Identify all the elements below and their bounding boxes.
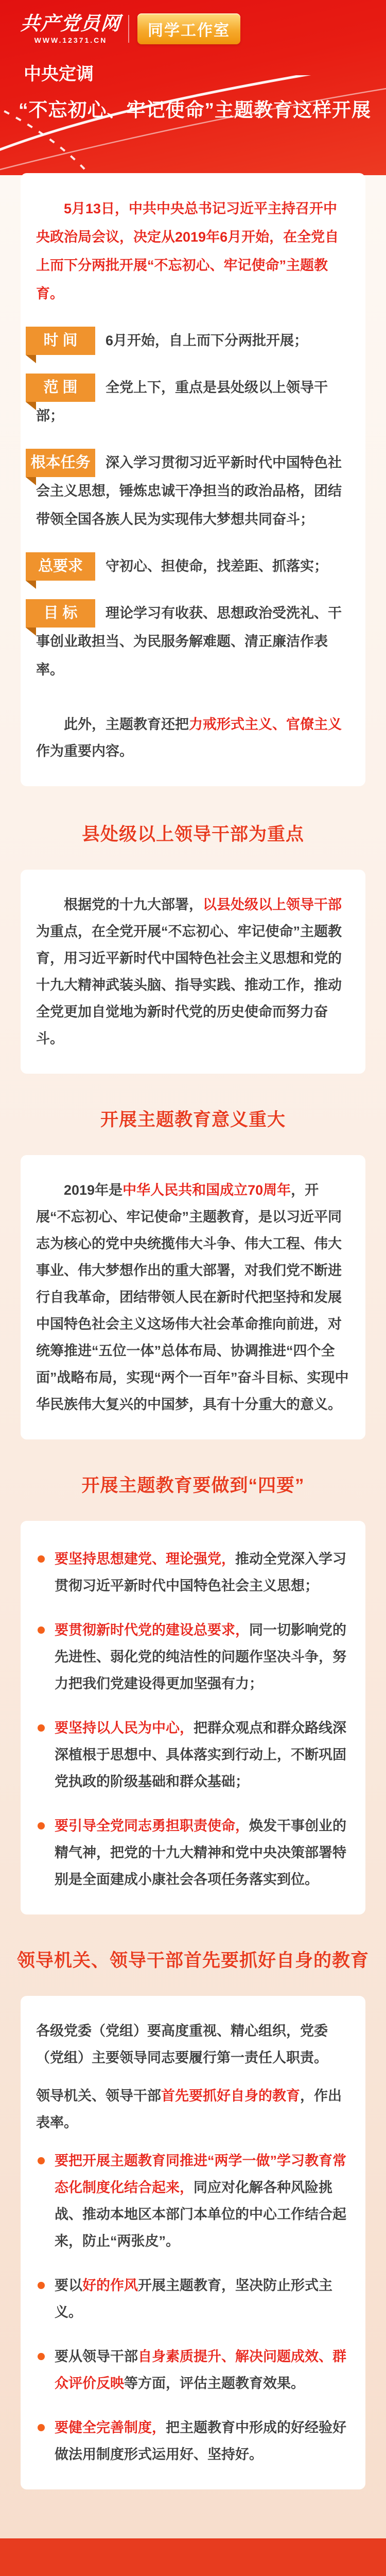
section-paragraph: 2019年是中华人民共和国成立70周年，开展“不忘初心、牢记使命”主题教育，是以习近平同志为核心的党中央统揽伟大斗争、伟大工程、伟大事业、伟大梦想作出的重大部署，对我们党不断进行自我革命，团结带领人民在新时代把坚持和发展中国特色社会主义这场伟大社会革命推向前进，对统筹推进“五位一体”总体布局、协调推进“四个全面”战略布局，实现“两个一百年”奋斗目标、实现中华民族伟大复兴的中国梦，具有十分重大的意义。: [36, 1182, 349, 1412]
bullet-item: 要健全完善制度，把主题教育中形成的好经验好做法用制度形式运用好、坚持好。: [36, 2414, 350, 2468]
section-card-four-musts: [21, 1521, 365, 1914]
ribbon-label: 目 标: [26, 599, 95, 628]
brand-row: [0, 0, 386, 44]
page-title: “不忘初心、牢记使命”主题教育这样开展: [19, 99, 371, 121]
info-row-goal: [36, 599, 350, 684]
brand-divider: [128, 15, 129, 43]
bullet-item: 要以好的作风开展主题教育，坚决防止形式主义。: [36, 2272, 350, 2326]
bullet-item: 要坚持以人民为中心，把群众观点和群众路线深深植根于思想中、具体落实到行动上，不断巩固党执政的阶级基础和群众基础；: [36, 1715, 350, 1795]
bullet-item: 要从领导干部自身素质提升、解决问题成效、群众评价反映等方面，评估主题教育效果。: [36, 2343, 350, 2397]
section-paragraph: 领导机关、领导干部首先要抓好自身的教育，作出表率。: [36, 2088, 342, 2130]
site-logo: [21, 14, 121, 44]
info-row-general-requirement: [36, 552, 350, 581]
ribbon-flag: [26, 327, 95, 355]
overview-note: 此外，主题教育还把力戒形式主义、官僚主义作为重要内容。: [36, 717, 342, 759]
ribbon-fold: [26, 628, 36, 636]
site-logo-url: WWW.12371.CN: [34, 36, 108, 44]
section-heading-leading-organs-self-education: 领导机关、领导干部首先要抓好自身的教育: [16, 1951, 369, 1971]
site-logo-script: 共产党员网: [20, 12, 122, 34]
section-paragraph: 根据党的十九大部署，以县处级以上领导干部为重点，在全党开展“不忘初心、牢记使命”主题教育，用习近平新时代中国特色社会主义思想和党的十九大精神武装头脑、指导实践、推动工作，推动全党更加自觉地为新时代党的历史使命而努力奋斗。: [36, 897, 342, 1046]
info-row-text: 理论学习有收获、思想政治受洗礼、干事创业敢担当、为民服务解难题、清正廉洁作表率。: [36, 605, 342, 677]
bullet-item: 要把开展主题教育同推进“两学一做”学习教育常态化制度化结合起来，同应对化解各种风险挑战、推动本地区本部门本单位的中心工作结合起来，防止“两张皮”。: [36, 2147, 350, 2255]
ribbon-fold: [26, 355, 36, 363]
section-heading-four-musts: 开展主题教育要做到“四要”: [81, 1476, 305, 1496]
info-row-scope: [36, 374, 350, 430]
ribbon-label: 总要求: [26, 552, 95, 581]
section-heading-county-level-focus: 县处级以上领导干部为重点: [81, 824, 304, 844]
header-swoosh-decoration: [0, 75, 386, 175]
ribbon-label: 时 间: [26, 327, 95, 355]
section-heading-great-significance: 开展主题教育意义重大: [100, 1110, 286, 1130]
section-paragraph: 各级党委（党组）要高度重视、精心组织，党委（党组）主要领导同志要履行第一责任人职责。: [36, 2023, 328, 2065]
ribbon-flag: [26, 449, 95, 477]
kicker-text: 中央定调: [24, 64, 94, 84]
info-row-text: 全党上下，重点是县处级以上领导干部；: [36, 380, 328, 423]
section-card-county-level-focus: [21, 870, 365, 1074]
section-card-leading-organs: [21, 1996, 365, 2489]
overview-card: [21, 173, 365, 786]
ribbon-label: 范 围: [26, 374, 95, 402]
intro-paragraph: 5月13日，中共中央总书记习近平主持召开中央政治局会议，决定从2019年6月开始，在全党自上而下分两批开展“不忘初心、牢记使命”主题教育。: [36, 201, 339, 301]
bullet-list: [36, 2147, 350, 2468]
ribbon-flag: [26, 374, 95, 402]
bullet-item: 要引导全党同志勇担职责使命，焕发干事创业的精气神，把党的十九大精神和党中央决策部署特别是全面建成小康社会各项任务落实到位。: [36, 1812, 350, 1893]
section-card-great-significance: [21, 1155, 365, 1439]
ribbon-fold: [26, 402, 36, 410]
ribbon-flag: [26, 552, 95, 581]
studio-badge: 同学工作室: [137, 13, 240, 44]
ribbon-label: 根本任务: [26, 449, 95, 477]
bullet-list: [36, 1546, 350, 1893]
main-content: [0, 175, 386, 2538]
info-row-fundamental-task: [30, 449, 350, 534]
bullet-item: 要贯彻新时代党的建设总要求，同一切影响党的先进性、弱化党的纯洁性的问题作坚决斗争，努力把我们党建设得更加坚强有力；: [36, 1617, 350, 1697]
ribbon-fold: [26, 581, 36, 589]
bullet-item: 要坚持思想建党、理论强党，推动全党深入学习贯彻习近平新时代中国特色社会主义思想；: [36, 1546, 350, 1599]
info-row-text: 6月开始，自上而下分两批开展；: [106, 333, 308, 348]
ribbon-flag: [26, 599, 95, 628]
info-row-time: [36, 327, 350, 355]
footer-banner: [0, 2538, 386, 2576]
info-row-text: 守初心、担使命，找差距、抓落实；: [106, 558, 328, 574]
ribbon-fold: [26, 477, 36, 485]
header-banner: [0, 0, 386, 175]
info-row-text: 深入学习贯彻习近平新时代中国特色社会主义思想，锤炼忠诚干净担当的政治品格，团结带领全国各族人民为实现伟大梦想共同奋斗；: [36, 455, 342, 527]
